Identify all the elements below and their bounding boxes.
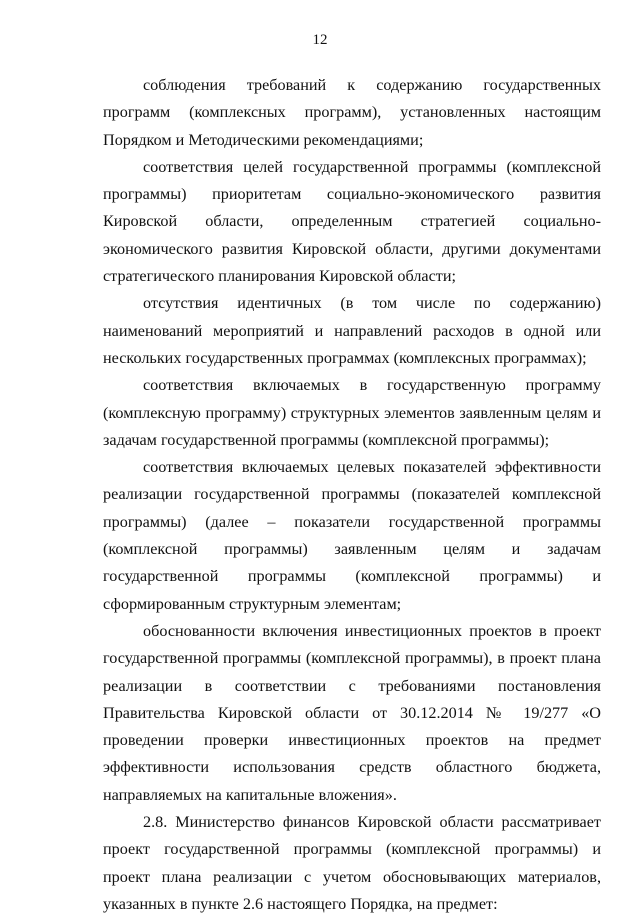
document-body (103, 72, 601, 918)
paragraph: соблюдения требований к содержанию государственных программ (комплексных программ), установленных настоящим Порядком и Методическими рекомендациями; (103, 76, 601, 149)
paragraph: обоснованности включения инвестиционных проектов в проект государственной программы (комплексной программы), в проект плана реализации в соответствии с требованиями постановления Правительства Кировской области от 30.12.2014 № 19/277 «О проведении проверки инвестиционных проектов на предмет эффективности использования средств областного бюджета, направляемых на капитальные вложения». (103, 621, 601, 804)
page-number: 12 (312, 32, 328, 48)
paragraph: отсутствия идентичных (в том числе по содержанию) наименований мероприятий и направлений расходов в одной или нескольких государственных программах (комплексных программах); (103, 294, 601, 367)
paragraph: соответствия включаемых в государственную программу (комплексную программу) структурных элементов заявленным целям и задачам государственной программы (комплексной программы); (103, 376, 601, 449)
paragraph: соответствия целей государственной программы (комплексной программы) приоритетам социально-экономического развития Кировской области, определенным стратегией социально-экономического развития Кировской области, другими документами стратегического планирования Кировской области; (103, 157, 601, 286)
paragraph: соответствия включаемых целевых показателей эффективности реализации государственной программы (показателей комплексной программы) (далее – показатели государственной программы (комплексной программы) заявленным целям и задачам государственной программы (комплексной программы) и сформированным структурным элементам; (103, 458, 601, 613)
paragraph: 2.8. Министерство финансов Кировской области рассматривает проект государственной программы (комплексной программы) и проект плана реализации с учетом обосновывающих материалов, указанных в пункте 2.6 настоящего Порядка, на предмет: (103, 813, 601, 913)
